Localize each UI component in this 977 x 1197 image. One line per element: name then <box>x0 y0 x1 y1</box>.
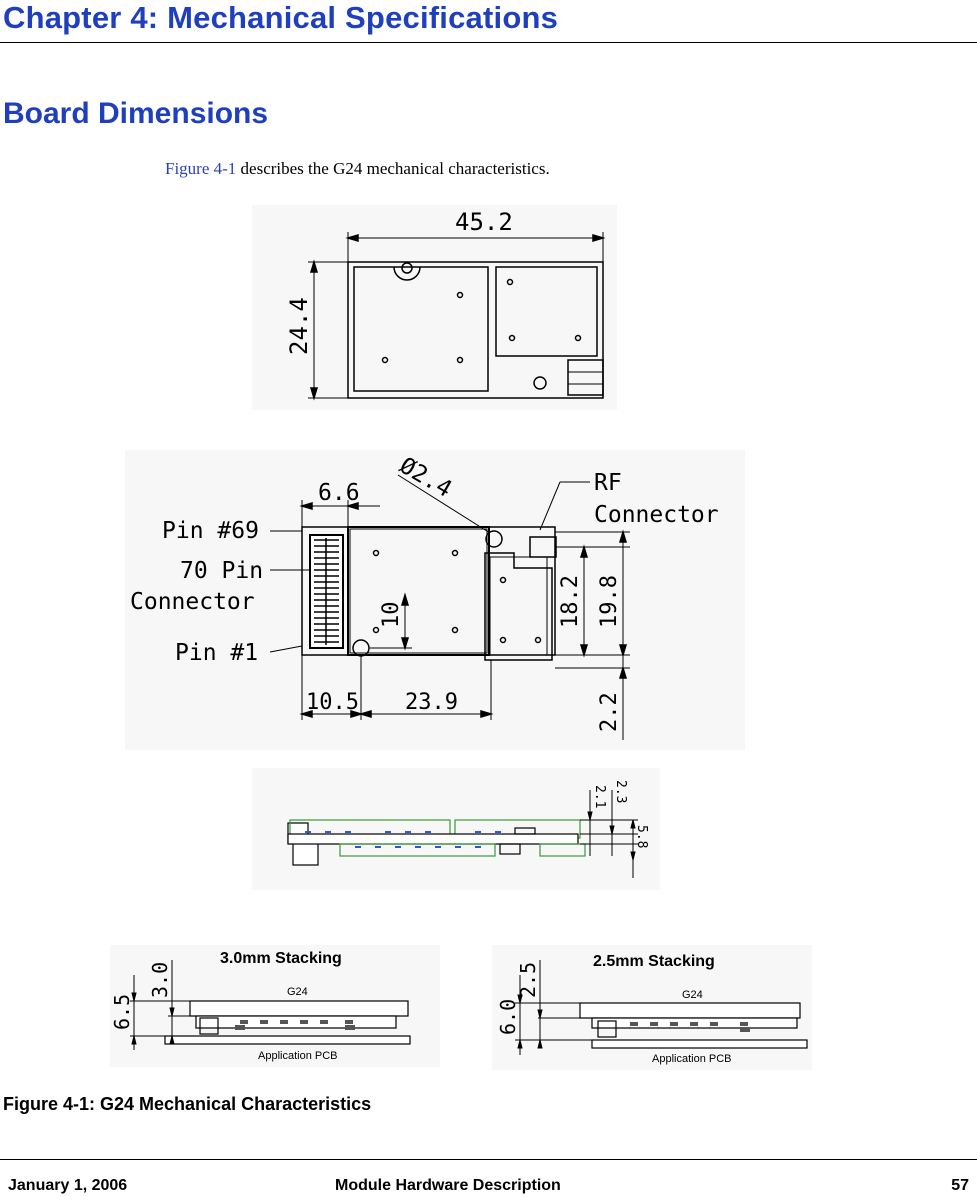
stacking-2-5-dim-b: 6.0 <box>496 998 520 1035</box>
connector-label-2: Connector <box>130 589 255 615</box>
stacking-3-0-title: 3.0mm Stacking <box>220 950 342 967</box>
figure-caption: Figure 4-1: G24 Mechanical Characteristics <box>3 1094 372 1114</box>
footer-rule <box>0 1159 977 1160</box>
dim-10-5: 10.5 <box>306 690 359 715</box>
dim-diameter-2-4: Ø2.4 <box>395 452 456 503</box>
connector-label-1: 70 Pin <box>180 558 264 584</box>
figure-cross-reference-link[interactable]: Figure 4-1 <box>165 159 237 178</box>
dim-18-2: 18.2 <box>558 575 583 628</box>
stacking-2-5-pcb-label: Application PCB <box>652 1053 732 1065</box>
chapter-title: Chapter 4: Mechanical Specifications <box>3 0 559 35</box>
stacking-2-5-dim-a: 2.5 <box>516 961 540 998</box>
footer-page-number: 57 <box>951 1177 969 1194</box>
dim-width-45-2: 45.2 <box>455 208 513 236</box>
rf-connector-label-1: RF <box>594 470 622 496</box>
stacking-3-0-dim-b: 6.5 <box>110 993 134 1030</box>
stacking-3-0-dim-a: 3.0 <box>148 961 172 998</box>
pin69-label: Pin #69 <box>162 518 259 544</box>
section-title: Board Dimensions <box>3 97 269 130</box>
rf-connector-label-2: Connector <box>594 502 719 528</box>
stacking-3-0-board-label: G24 <box>287 986 308 998</box>
footer-date: January 1, 2006 <box>8 1177 128 1194</box>
intro-text: describes the G24 mechanical characteristics. <box>236 159 550 178</box>
stacking-3-0-pcb-label: Application PCB <box>258 1050 338 1062</box>
dim-6-6: 6.6 <box>318 480 360 506</box>
dim-10: 10 <box>379 601 404 628</box>
dim-2-3: 2.3 <box>613 780 628 804</box>
dim-23-9: 23.9 <box>405 690 458 715</box>
dim-2-1: 2.1 <box>592 785 607 809</box>
footer-title: Module Hardware Description <box>335 1177 561 1194</box>
stacking-2-5-board-label: G24 <box>682 989 703 1001</box>
dim-19-8: 19.8 <box>597 575 622 628</box>
dim-5-8: 5.8 <box>634 825 649 849</box>
dim-height-24-4: 24.4 <box>285 297 313 355</box>
dim-2-2: 2.2 <box>597 692 622 732</box>
pin1-label: Pin #1 <box>175 640 259 666</box>
stacking-2-5-title: 2.5mm Stacking <box>593 953 715 970</box>
